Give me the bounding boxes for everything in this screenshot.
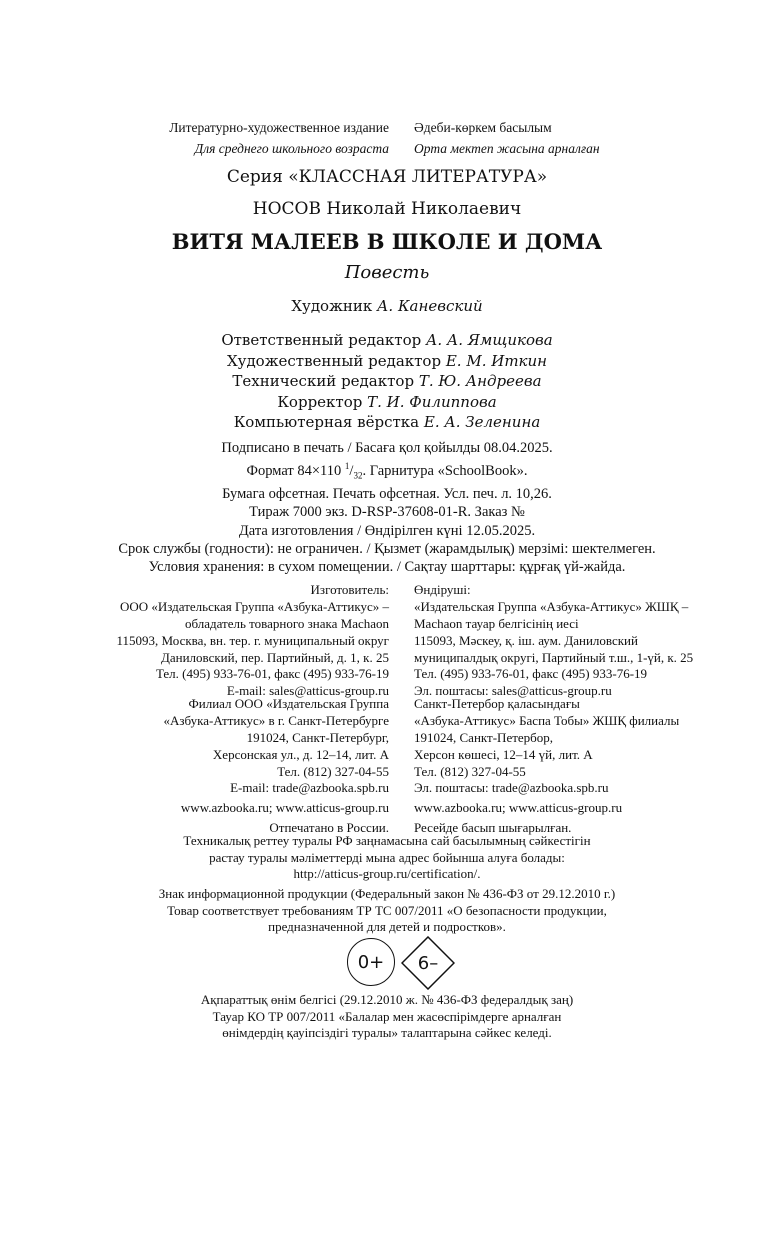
info-product: Знак информационной продукции (Федеральный закон № 436-ФЗ от 29.12.2010 г.) Товар соответствует требованиям ТР ТС 007/2011 «О безопасности продукции, предназначенной для детей и подростков». (158, 886, 616, 934)
age-group: Для среднего школьного возраста (194, 141, 389, 156)
tech-regulation: Техникалық реттеу туралы РФ заңнамасына сай басылымның сәйкестігін растау туралы мәліметтерді мына адрес бойынша алуға болады: http://atticus-group.ru/certification/. (183, 833, 591, 881)
artist (0, 296, 774, 317)
header-right (414, 117, 600, 159)
format: Формат 84×110 $^1/_{32}$. Гарнитура «SchoolBook». (246, 461, 528, 481)
credit-line: Компьютерная вёрстка Е. А. Зеленина (233, 413, 541, 432)
age-rating-circle-icon (347, 938, 395, 986)
edition-type-kz: Әдеби-көркем басылым (414, 120, 552, 135)
manufacturer-kz: Өндіруші: «Издательская Группа «Азбука-Аттикус» ЖШҚ – Machaon тауар белгісінің иесі 115093, Мәскеу, қ. іш. аум. Даниловский муниципалдық округі, Партийный т.ш., 1-үй, к. 25 Тел. (495) 933-76-01, факс (495) 933-76-19 Эл. поштасы: sales@atticus-group.ru (414, 582, 694, 699)
signed-date: Подписано в печать / Басаға қол қойылды 08.04.2025. (221, 440, 553, 456)
manufacture-date: Дата изготовления / Өндірілген күні 12.05.2025. (238, 522, 536, 539)
kz-footer: Ақпараттық өнім белгісі (29.12.2010 ж. № 436-ФЗ федералдық заң) Тауар КО ТР 007/2011 «Балалар мен жасөспірімдерге арналған өнімдердің қауіпсіздігі туралы» талаптарына сәйкес келеді. (200, 992, 574, 1040)
branch-ru: Филиал ООО «Издательская Группа «Азбука-Аттикус» в г. Санкт-Петербурге 191024, Санкт-Петербург, Херсонская ул., д. 12–14, лит. А Тел. (812) 327-04-55 E-mail: trade@azbooka.spb.ru www.azbooka.ru; www.atticus-group.ru Отпечатано в России. (163, 696, 389, 836)
series: Серия «КЛАССНАЯ ЛИТЕРАТУРА» (226, 167, 548, 187)
manufacturer-ru: Изготовитель: ООО «Издательская Группа «Азбука-Аттикус» – обладатель товарного знака Machaon 115093, Москва, вн. тер. г. муниципальный округ Даниловский, пер. Партийный, д. 1, к. 25 Тел. (495) 933-76-01, факс (495) 933-76-19 E-mail: sales@atticus-group.ru (116, 582, 389, 699)
book-title: ВИТЯ МАЛЕЕВ В ШКОЛЕ И ДОМА (171, 229, 603, 254)
author: НОСОВ Николай Николаевич (252, 199, 522, 219)
genre: Повесть (344, 262, 430, 283)
age-rating-6: 6– (417, 952, 439, 974)
age-group-kz: Орта мектеп жасына арналған (414, 141, 600, 156)
imprint (0, 439, 774, 576)
branch-kz: Санкт-Петербор қаласындағы «Азбука-Аттикус» Баспа Тобы» ЖШҚ филиалы 191024, Санкт-Петербор, Херсон көшесі, 12–14 үй, лит. А Тел. (812) 327-04-55 Эл. поштасы: trade@azbooka.spb.ru www.azbooka.ru; www.atticus-group.ru Ресейде басып шығарылған. (414, 696, 680, 836)
credit-line: Корректор Т. И. Филиппова (277, 392, 497, 411)
credits (0, 330, 774, 433)
header-left (89, 117, 389, 159)
storage: Условия хранения: в сухом помещении. / Сақтау шарттары: құрғақ үй-жайда. (148, 558, 626, 575)
paper: Бумага офсетная. Печать офсетная. Усл. печ. л. 10,26. (222, 486, 552, 503)
credit-line: Художественный редактор Е. М. Иткин (226, 351, 548, 370)
print-run: Тираж 7000 экз. D-RSP-37608-01-R. Заказ № (249, 504, 525, 521)
credit-line: Ответственный редактор А. А. Ямщикова (221, 331, 553, 349)
age-rating-diamond-icon (401, 936, 455, 990)
age-rating-0: 0+ (357, 951, 385, 973)
shelf-life: Срок службы (годности): не ограничен. / Қызмет (жарамдылық) мерзімі: шектелмеген. (118, 540, 656, 557)
credit-line: Технический редактор Т. Ю. Андреева (232, 372, 542, 391)
artist-role: Художник (291, 297, 373, 315)
edition-type: Литературно-художественное издание (169, 120, 389, 135)
artist-name: А. Каневский (377, 297, 483, 315)
